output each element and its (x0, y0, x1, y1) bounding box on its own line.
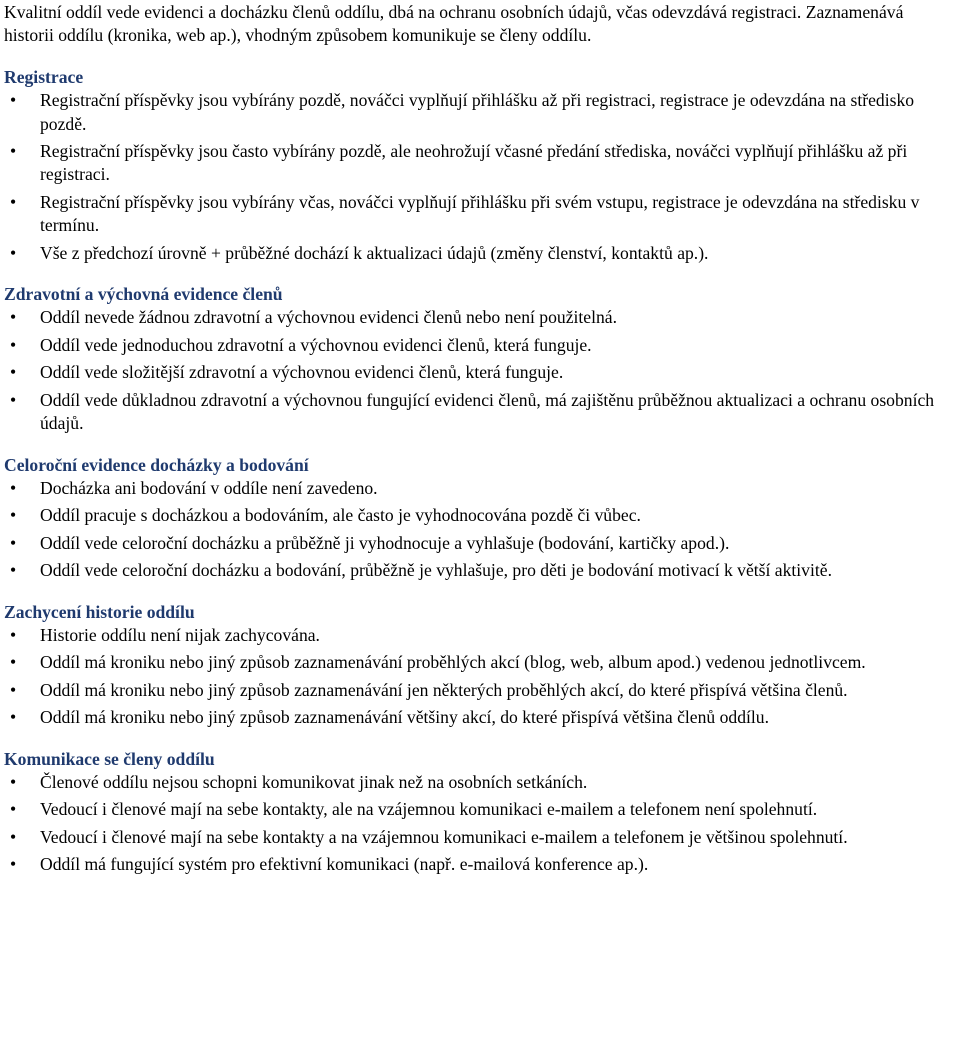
bullet-icon: • (10, 362, 17, 383)
list-item (4, 853, 954, 876)
list-item-text: Oddíl nevede žádnou zdravotní a výchovnou evidenci členů nebo není použitelná. (40, 307, 617, 328)
list-item-text: Oddíl vede složitější zdravotní a výchovnou evidenci členů, která funguje. (40, 362, 564, 383)
list-item (4, 532, 954, 555)
list-item-text: Vše z předchozí úrovně + průběžné dochází k aktualizaci údajů (změny členství, kontaktů ap.). (40, 242, 709, 263)
list-item-text: Historie oddílu není nijak zachycována. (40, 624, 320, 645)
list-item-text: Docházka ani bodování v oddíle není zavedeno. (40, 477, 378, 498)
list-item-text: Vedoucí i členové mají na sebe kontakty a na vzájemnou komunikaci e-mailem a telefonem je většinou spolehnutí. (40, 826, 848, 847)
bullet-list (4, 477, 954, 583)
list-item-text: Registrační příspěvky jsou vybírány včas, nováčci vyplňují přihlášku při svém vstupu, registrace je odevzdána na středisku v termínu. (40, 191, 920, 236)
list-item-text: Oddíl má kroniku nebo jiný způsob zaznamenávání většiny akcí, do které přispívá většina členů oddílu. (40, 707, 769, 728)
bullet-icon: • (10, 707, 17, 728)
list-item (4, 624, 954, 647)
list-item (4, 477, 954, 500)
bullet-icon: • (10, 826, 17, 847)
list-item (4, 140, 954, 187)
list-item-text: Členové oddílu nejsou schopni komunikovat jinak než na osobních setkáních. (40, 771, 588, 792)
section-heading: Zdravotní a výchovná evidence členů (4, 284, 283, 305)
bullet-list (4, 771, 954, 877)
bullet-icon: • (10, 307, 17, 328)
section (4, 66, 954, 265)
list-item (4, 826, 954, 849)
bullet-list (4, 89, 954, 265)
bullet-icon: • (10, 624, 17, 645)
section (4, 748, 954, 877)
list-item-text: Oddíl pracuje s docházkou a bodováním, ale často je vyhodnocována pozdě či vůbec. (40, 505, 641, 526)
list-item (4, 334, 954, 357)
bullet-icon: • (10, 679, 17, 700)
section (4, 601, 954, 730)
intro-paragraph: Kvalitní oddíl vede evidenci a docházku členů oddílu, dbá na ochranu osobních údajů, včas odevzdává registraci. Zaznamenává historii oddílu (kronika, web ap.), vhodným způsobem komunikuje se členy oddílu. (4, 2, 904, 46)
bullet-icon: • (10, 799, 17, 820)
bullet-icon: • (10, 389, 17, 410)
bullet-icon: • (10, 771, 17, 792)
list-item (4, 191, 954, 238)
sections-container (4, 66, 954, 877)
list-item (4, 89, 954, 136)
list-item-text: Registrační příspěvky jsou často vybírány pozdě, ale neohrožují včasné předání střediska, nováčci vyplňují přihlášku až při registraci. (40, 141, 908, 185)
list-item (4, 706, 954, 729)
section (4, 283, 954, 435)
list-item-text: Vedoucí i členové mají na sebe kontakty, ale na vzájemnou komunikaci e-mailem a telefonem není spolehnutí. (40, 799, 818, 820)
list-item-text: Oddíl má kroniku nebo jiný způsob zaznamenávání proběhlých akcí (blog, web, album apod.) vedenou jednotlivcem. (40, 652, 866, 673)
list-item (4, 389, 954, 436)
section-heading: Zachycení historie oddílu (4, 601, 195, 622)
section-heading: Celoroční evidence docházky a bodování (4, 454, 309, 475)
bullet-list (4, 306, 954, 435)
bullet-icon: • (10, 477, 17, 498)
bullet-icon: • (10, 242, 17, 263)
list-item (4, 504, 954, 527)
bullet-icon: • (10, 505, 17, 526)
bullet-list (4, 624, 954, 730)
list-item (4, 306, 954, 329)
section-heading: Registrace (4, 66, 84, 87)
list-item-text: Oddíl vede celoroční docházku a bodování, průběžně je vyhlašuje, pro děti je bodování motivací k větší aktivitě. (40, 560, 832, 581)
bullet-icon: • (10, 560, 17, 581)
bullet-icon: • (10, 532, 17, 553)
bullet-icon: • (10, 854, 17, 875)
list-item-text: Oddíl vede celoroční docházku a průběžně ji vyhodnocuje a vyhlašuje (bodování, kartičky apod.). (40, 532, 730, 553)
bullet-icon: • (10, 334, 17, 355)
list-item (4, 798, 954, 821)
list-item (4, 242, 954, 265)
list-item-text: Oddíl vede důkladnou zdravotní a výchovnou fungující evidenci členů, má zajištěnu průběžnou aktualizaci a ochranu osobních údajů. (40, 389, 935, 434)
bullet-icon: • (10, 191, 17, 212)
list-item (4, 559, 954, 582)
list-item-text: Oddíl má fungující systém pro efektivní komunikaci (např. e-mailová konference ap.). (40, 854, 649, 875)
list-item (4, 771, 954, 794)
list-item (4, 651, 954, 674)
bullet-icon: • (10, 141, 17, 162)
list-item-text: Oddíl má kroniku nebo jiný způsob zaznamenávání jen některých proběhlých akcí, do které přispívá většina členů. (40, 679, 848, 700)
list-item-text: Oddíl vede jednoduchou zdravotní a výchovnou evidenci členů, která funguje. (40, 334, 592, 355)
bullet-icon: • (10, 652, 17, 673)
section (4, 454, 954, 583)
list-item (4, 361, 954, 384)
list-item-text: Registrační příspěvky jsou vybírány pozdě, nováčci vyplňují přihlášku až při registraci, registrace je odevzdána na středisko pozdě. (40, 90, 915, 134)
bullet-icon: • (10, 90, 17, 111)
list-item (4, 679, 954, 702)
section-heading: Komunikace se členy oddílu (4, 748, 215, 769)
